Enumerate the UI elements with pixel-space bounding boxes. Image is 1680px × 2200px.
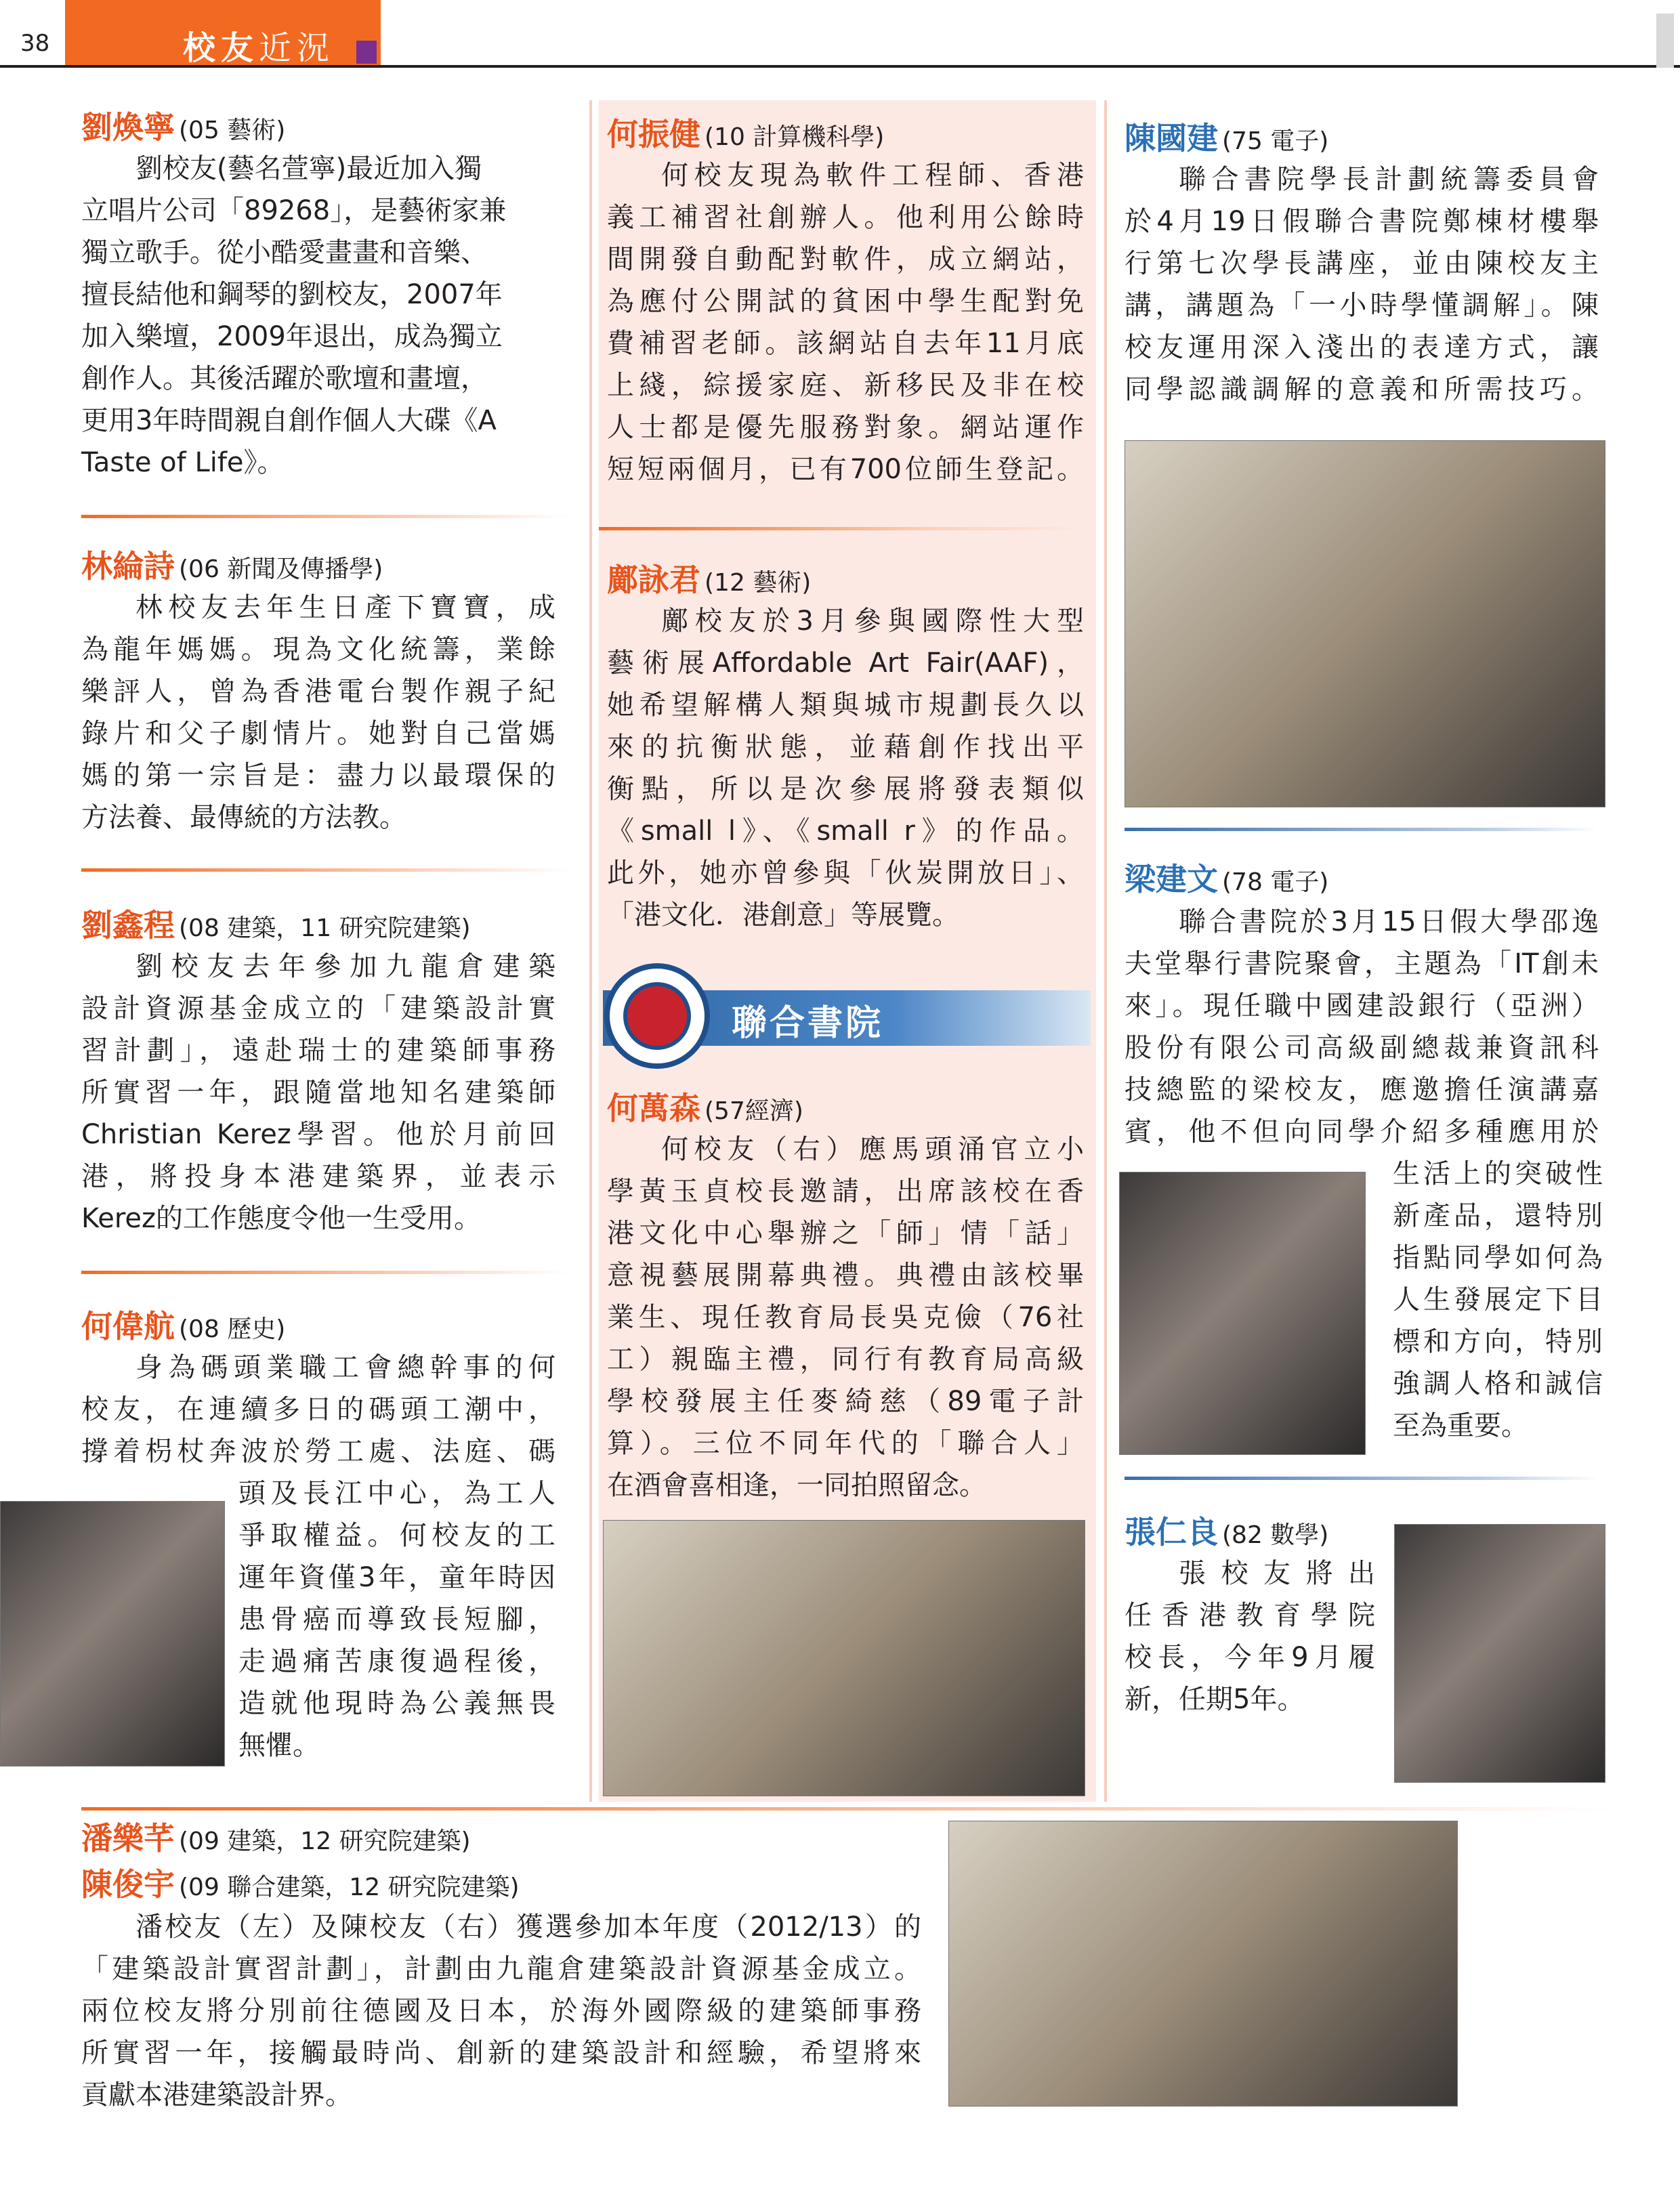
text-line: 她希望解構人類與城市規劃長久以 bbox=[607, 690, 1084, 721]
text-line: 「港文化．港創意」等展覽。 bbox=[607, 900, 959, 931]
alumni-name: 林綸詩 bbox=[81, 548, 175, 585]
alumni-paragraph bbox=[81, 148, 555, 484]
text-line: 錄片和父子劇情片。她對自己當媽 bbox=[81, 718, 555, 749]
text-line: 新產品，還特別 bbox=[1393, 1200, 1603, 1231]
text-line: 無懼。 bbox=[238, 1730, 320, 1761]
alumni-dept: (10 計算機科學) bbox=[705, 123, 885, 151]
alumni-name: 鄺詠君 bbox=[607, 562, 700, 598]
text-line: 校友運用深入淺出的表達方式，讓 bbox=[1125, 332, 1599, 363]
text-line: 張校友將出 bbox=[1179, 1558, 1375, 1589]
text-line: 指點同學如何為 bbox=[1393, 1242, 1603, 1273]
text-line: 港文化中心舉辦之「師」情「話」 bbox=[607, 1218, 1084, 1249]
text-line: 至為重要。 bbox=[1393, 1410, 1528, 1441]
alumni-paragraph bbox=[1125, 1552, 1375, 1720]
alumni-name-heading bbox=[81, 1302, 285, 1347]
text-line: 造就他現時為公義無畏 bbox=[238, 1688, 555, 1719]
alumni-name-heading bbox=[607, 110, 884, 154]
text-line: 運年資僅3年，童年時因 bbox=[238, 1562, 555, 1593]
text-line: 強調人格和誠信 bbox=[1393, 1368, 1603, 1399]
text-line: 夫堂舉行書院聚會，主題為「IT創未 bbox=[1125, 948, 1599, 979]
text-line: 在酒會喜相逢，一同拍照留念。 bbox=[607, 1470, 986, 1501]
text-line: 聯合書院於3月15日假大學邵逸 bbox=[1179, 906, 1599, 937]
alumni-name: 何偉航 bbox=[81, 1308, 175, 1345]
alumni-paragraph bbox=[607, 154, 1084, 490]
alumni-paragraph bbox=[81, 946, 555, 1240]
section-separator bbox=[1125, 1477, 1599, 1480]
text-line: 習計劃」，遠赴瑞士的建築師事務 bbox=[81, 1035, 555, 1066]
alumni-name-heading bbox=[1125, 855, 1328, 900]
text-line: 來的抗衡狀態，並藉創作找出平 bbox=[607, 732, 1084, 763]
alumni-dept: (05 藝術) bbox=[179, 117, 286, 144]
column-divider-left bbox=[589, 100, 592, 1802]
text-line: 新，任期5年。 bbox=[1125, 1684, 1305, 1715]
text-line: 鄺校友於3月參與國際性大型 bbox=[661, 606, 1084, 637]
text-line: 人生發展定下目 bbox=[1393, 1284, 1603, 1315]
duo-photo-exhibition bbox=[948, 1821, 1458, 2107]
alumni-dept: (75 電子) bbox=[1222, 127, 1329, 155]
text-line: 兩位校友將分別前往德國及日本，於海外國際級的建築師事務 bbox=[81, 1995, 921, 2027]
college-crest-icon bbox=[623, 982, 691, 1050]
text-line: 為龍年媽媽。現為文化統籌，業餘 bbox=[81, 634, 555, 665]
text-line: 校長，今年9月履 bbox=[1125, 1642, 1375, 1673]
alumni-name-heading bbox=[81, 901, 471, 946]
alumni-name: 何振健 bbox=[607, 116, 700, 152]
text-line: 所實習一年，跟隨當地知名建築師 bbox=[81, 1077, 555, 1108]
alumni-paragraph bbox=[607, 1128, 1084, 1506]
section-separator bbox=[1125, 828, 1599, 831]
alumni-name: 梁建文 bbox=[1125, 861, 1218, 897]
text-line: 義工補習社創辦人。他利用公餘時 bbox=[607, 202, 1084, 233]
alumni-name: 劉鑫程 bbox=[81, 907, 175, 944]
award-presentation-photo bbox=[1125, 440, 1605, 807]
alumni-name: 潘樂芊 bbox=[81, 1820, 175, 1857]
text-line: 算）。三位不同年代的「聯合人」 bbox=[607, 1428, 1084, 1459]
text-line: 所實習一年，接觸最時尚、創新的建築設計和經驗，希望將來 bbox=[81, 2037, 921, 2069]
text-line: 設計資源基金成立的「建築設計實 bbox=[81, 993, 555, 1024]
text-line: Kerez的工作態度令他一生受用。 bbox=[81, 1203, 482, 1234]
text-line: 短短兩個月，已有700位師生登記。 bbox=[607, 454, 1084, 485]
alumni-paragraph bbox=[81, 1906, 921, 2116]
text-line: 人士都是優先服務對象。網站運作 bbox=[607, 412, 1084, 443]
text-line: 創作人。其後活躍於歌壇和畫壇， bbox=[81, 363, 488, 394]
text-line: 患骨癌而導致長短腳， bbox=[238, 1604, 555, 1635]
alumni-name-heading bbox=[607, 555, 811, 600]
section-separator bbox=[81, 1807, 1612, 1811]
alumni-dept: (06 新聞及傳播學) bbox=[179, 555, 383, 583]
text-line: 間開發自動配對軟件，成立網站， bbox=[607, 244, 1084, 275]
text-line: 劉校友去年參加九龍倉建築 bbox=[135, 951, 555, 982]
alumni-dept: (09 建築，12 研究院建築) bbox=[179, 1827, 471, 1855]
text-line: 股份有限公司高級副總裁兼資訊科 bbox=[1125, 1032, 1599, 1063]
alumni-paragraph bbox=[81, 1347, 555, 1473]
text-line: 撐着枴杖奔波於勞工處、法庭、碼 bbox=[81, 1436, 555, 1467]
text-line: 賓，他不但向同學介紹多種應用於 bbox=[1125, 1116, 1599, 1147]
text-line: 立唱片公司「89268」，是藝術家兼 bbox=[81, 195, 507, 226]
header-accent-tab bbox=[356, 41, 377, 64]
alumni-name: 陳俊宇 bbox=[81, 1866, 175, 1903]
text-line: 樂評人，曾為香港電台製作親子紀 bbox=[81, 676, 555, 707]
text-line: 媽的第一宗旨是：盡力以最環保的 bbox=[81, 760, 555, 791]
college-banner-title: 聯合書院 bbox=[732, 1003, 884, 1044]
section-title-bold: 校友 bbox=[183, 29, 259, 67]
text-line: 身為碼頭業職工會總幹事的何 bbox=[135, 1352, 555, 1383]
alumni-portrait-photo bbox=[0, 1501, 225, 1767]
text-line: 於4月19日假聯合書院鄭棟材樓舉 bbox=[1125, 206, 1599, 237]
text-line: 技總監的梁校友，應邀擔任演講嘉 bbox=[1125, 1074, 1599, 1105]
alumni-name: 劉煥寧 bbox=[81, 109, 175, 146]
alumni-name: 張仁良 bbox=[1125, 1514, 1218, 1550]
alumni-name-heading bbox=[1125, 114, 1328, 158]
text-line: 何校友（右）應馬頭涌官立小 bbox=[661, 1134, 1084, 1165]
text-line: 藝術展Affordable Art Fair(AAF)， bbox=[607, 648, 1084, 679]
text-line: 學校發展主任麥綺慈（89電子計 bbox=[607, 1386, 1084, 1417]
section-title bbox=[183, 22, 335, 68]
page-number: 38 bbox=[20, 30, 50, 57]
section-separator bbox=[81, 515, 569, 518]
alumni-name-heading bbox=[81, 542, 383, 587]
alumni-dept: (08 建築，11 研究院建築) bbox=[179, 914, 471, 942]
alumni-paragraph bbox=[81, 587, 555, 839]
alumni-name-heading bbox=[81, 1814, 471, 1859]
text-line: 校友，在連續多日的碼頭工潮中， bbox=[81, 1394, 555, 1425]
text-line: 潘校友（左）及陳校友（右）獲選參加本年度（2012/13）的 bbox=[135, 1911, 921, 1943]
text-line: 行第七次學長講座，並由陳校友主 bbox=[1125, 248, 1599, 279]
alumni-dept: (12 藝術) bbox=[705, 569, 812, 597]
text-line: 學黃玉貞校長邀請，出席該校在香 bbox=[607, 1176, 1084, 1207]
text-line: 《small l》、《small r》的作品。 bbox=[607, 816, 1084, 847]
text-line: 任香港教育學院 bbox=[1125, 1600, 1375, 1631]
alumni-name-heading bbox=[607, 1084, 803, 1128]
alumni-paragraph-wrap bbox=[1393, 1153, 1603, 1447]
section-separator bbox=[81, 1271, 569, 1274]
alumni-name-heading bbox=[1125, 1508, 1328, 1552]
alumni-paragraph bbox=[1125, 158, 1599, 410]
text-line: 工）親臨主禮，同行有教育局高級 bbox=[607, 1344, 1084, 1375]
text-line: 港，將投身本港建築界，並表示 bbox=[81, 1161, 555, 1192]
text-line: 「建築設計實習計劃」，計劃由九龍倉建築設計資源基金成立。 bbox=[81, 1953, 921, 1985]
text-line: 上綫，綜援家庭、新移民及非在校 bbox=[607, 370, 1084, 401]
text-line: 更用3年時間親自創作個人大碟《A bbox=[81, 405, 497, 436]
text-line: Christian Kerez學習。他於月前回 bbox=[81, 1119, 555, 1150]
text-line: 林校友去年生日產下寶寶，成 bbox=[135, 592, 555, 623]
speaker-photo bbox=[1119, 1172, 1366, 1455]
text-line: Taste of Life》。 bbox=[81, 447, 285, 478]
text-line: 爭取權益。何校友的工 bbox=[238, 1520, 555, 1551]
text-line: 方法養、最傳統的方法教。 bbox=[81, 802, 406, 833]
alumni-dept: (78 電子) bbox=[1222, 868, 1329, 896]
text-line: 何校友現為軟件工程師、香港 bbox=[661, 160, 1084, 191]
text-line: 業生、現任教育局長吳克儉（76社 bbox=[607, 1302, 1084, 1333]
alumni-name-heading bbox=[81, 1860, 520, 1905]
text-line: 來」。現任職中國建設銀行（亞洲） bbox=[1125, 990, 1599, 1021]
alumni-name: 何萬森 bbox=[607, 1090, 700, 1126]
column-divider-right bbox=[1104, 100, 1107, 1802]
text-line: 頭及長江中心，為工人 bbox=[238, 1478, 555, 1509]
alumni-dept: (09 聯合建築，12 研究院建築) bbox=[179, 1874, 520, 1901]
text-line: 劉校友(藝名萱寧)最近加入獨 bbox=[135, 153, 482, 184]
text-line: 獨立歌手。從小酷愛畫畫和音樂、 bbox=[81, 237, 488, 268]
group-photo-reception bbox=[603, 1520, 1085, 1796]
page-edge-mark bbox=[1656, 14, 1674, 68]
section-separator bbox=[599, 527, 1087, 530]
alumni-dept: (08 歷史) bbox=[179, 1315, 286, 1343]
alumni-name-heading bbox=[81, 103, 285, 148]
alumni-dept: (57經濟) bbox=[705, 1097, 803, 1125]
alumni-paragraph bbox=[607, 600, 1084, 936]
text-line: 加入樂壇，2009年退出，成為獨立 bbox=[81, 321, 503, 352]
text-line: 聯合書院學長計劃統籌委員會 bbox=[1179, 164, 1599, 195]
alumni-paragraph-wrap bbox=[238, 1473, 555, 1767]
alumni-dept: (82 數學) bbox=[1222, 1521, 1329, 1549]
text-line: 走過痛苦康復過程後， bbox=[238, 1646, 555, 1677]
text-line: 此外，她亦曾參與「伙炭開放日」、 bbox=[607, 858, 1084, 889]
text-line: 為應付公開試的貧困中學生配對免 bbox=[607, 286, 1084, 317]
section-separator bbox=[81, 868, 569, 872]
portrait-photo-speaker bbox=[1394, 1524, 1605, 1783]
alumni-paragraph bbox=[1125, 901, 1599, 1153]
text-line: 費補習老師。該網站自去年11月底 bbox=[607, 328, 1084, 359]
text-line: 生活上的突破性 bbox=[1393, 1158, 1603, 1189]
text-line: 意視藝展開幕典禮。典禮由該校畢 bbox=[607, 1260, 1084, 1291]
alumni-name: 陳國建 bbox=[1125, 120, 1218, 156]
text-line: 講，講題為「一小時學懂調解」。陳 bbox=[1125, 290, 1599, 321]
text-line: 標和方向，特別 bbox=[1393, 1326, 1603, 1357]
text-line: 同學認識調解的意義和所需技巧。 bbox=[1125, 374, 1599, 405]
section-title-light: 近況 bbox=[259, 29, 335, 67]
text-line: 擅長結他和鋼琴的劉校友，2007年 bbox=[81, 279, 503, 310]
text-line: 貢獻本港建築設計界。 bbox=[81, 2079, 352, 2111]
text-line: 衡點，所以是次參展將發表類似 bbox=[607, 774, 1084, 805]
